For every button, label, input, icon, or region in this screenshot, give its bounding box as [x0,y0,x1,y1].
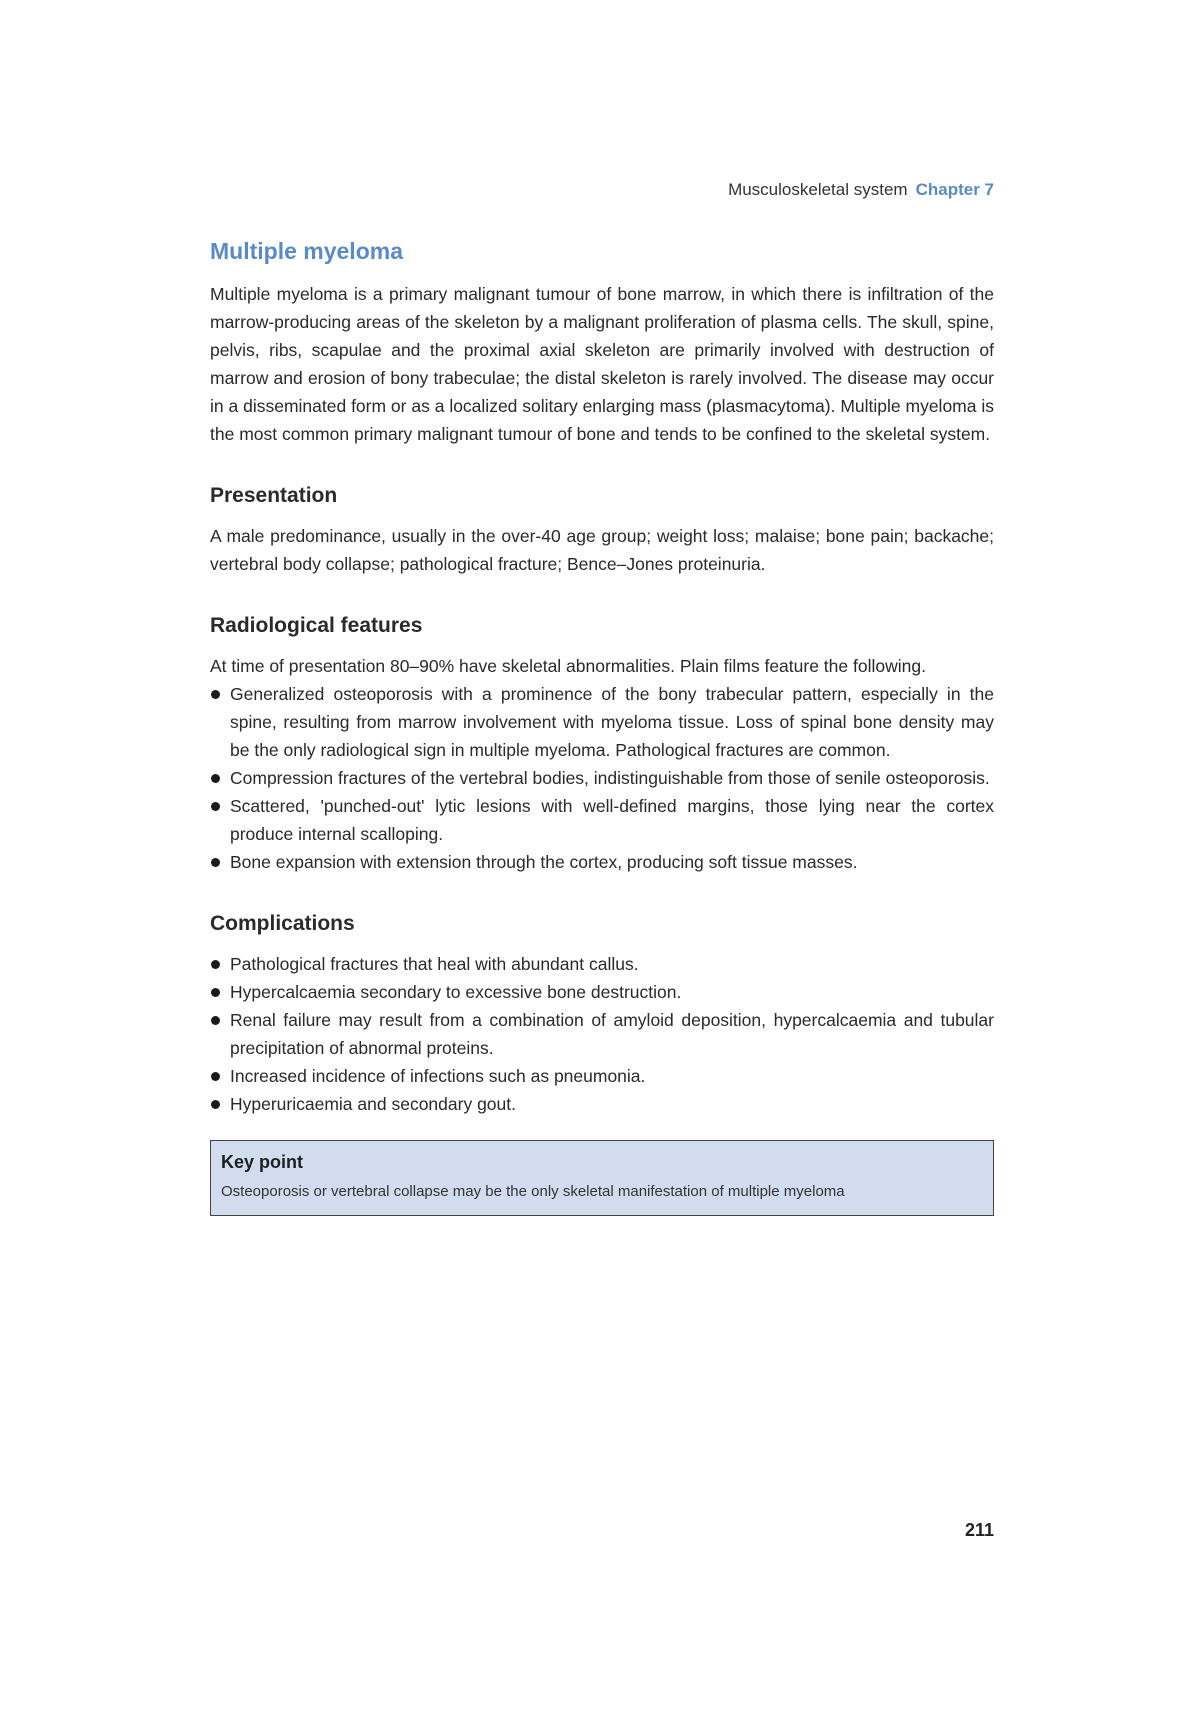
bullet-icon [211,1016,220,1025]
complications-list [210,950,994,1118]
list-item [210,978,994,1006]
running-head-section: Musculoskeletal system [728,180,908,199]
list-item [210,764,994,792]
list-item [210,848,994,876]
list-item [210,1006,994,1062]
page-content [210,236,994,1216]
running-head [728,180,994,200]
list-item [210,1062,994,1090]
bullet-icon [211,960,220,969]
bullet-icon [211,1100,220,1109]
list-item-text: Bone expansion with extension through the cortex, producing soft tissue masses. [230,852,858,872]
radiological-intro: At time of presentation 80–90% have skeletal abnormalities. Plain films feature the following. [210,656,926,676]
bullet-icon [211,858,220,867]
presentation-heading: Presentation [210,484,338,507]
list-item-text: Scattered, 'punched-out' lytic lesions with well-defined margins, those lying near the cortex produce internal scalloping. [230,796,994,844]
complications-heading: Complications [210,912,355,935]
list-item [210,680,994,764]
presentation-paragraph: A male predominance, usually in the over-40 age group; weight loss; malaise; bone pain; backache; vertebral body collapse; pathological fracture; Bence–Jones proteinuria. [210,526,994,574]
key-point-box [210,1140,994,1216]
bullet-icon [211,1072,220,1081]
list-item [210,950,994,978]
bullet-icon [211,802,220,811]
list-item-text: Pathological fractures that heal with abundant callus. [230,954,639,974]
book-page [210,0,994,1716]
key-point-title: Key point [221,1152,304,1172]
list-item-text: Renal failure may result from a combination of amyloid deposition, hypercalcaemia and tubular precipitation of abnormal proteins. [230,1010,994,1058]
running-head-chapter: Chapter 7 [915,180,994,199]
bullet-icon [211,690,220,699]
bullet-icon [211,988,220,997]
list-item [210,1090,994,1118]
intro-paragraph: Multiple myeloma is a primary malignant tumour of bone marrow, in which there is infiltration of the marrow-producing areas of the skeleton by a malignant proliferation of plasma cells. The skull, spine, pelvis, ribs, scapulae and the proximal axial skeleton are primarily involved with destruction of marrow and erosion of bony trabeculae; the distal skeleton is rarely involved. The disease may occur in a disseminated form or as a localized solitary enlarging mass (plasmacytoma). Multiple myeloma is the most common primary malignant tumour of bone and tends to be confined to the skeletal system. [210,284,994,444]
list-item-text: Hypercalcaemia secondary to excessive bone destruction. [230,982,682,1002]
list-item-text: Increased incidence of infections such as pneumonia. [230,1066,646,1086]
bullet-icon [211,774,220,783]
list-item [210,792,994,848]
list-item-text: Generalized osteoporosis with a prominence of the bony trabecular pattern, especially in the spine, resulting from marrow involvement with myeloma tissue. Loss of spinal bone density may be the only radiological sign in multiple myeloma. Pathological fractures are common. [230,684,994,760]
page-title: Multiple myeloma [210,238,403,264]
list-item-text: Hyperuricaemia and secondary gout. [230,1094,516,1114]
page-number: 211 [964,1520,994,1540]
radiological-heading: Radiological features [210,614,423,637]
list-item-text: Compression fractures of the vertebral bodies, indistinguishable from those of senile osteoporosis. [230,768,990,788]
radiological-list [210,680,994,876]
key-point-text: Osteoporosis or vertebral collapse may be the only skeletal manifestation of multiple myeloma [221,1183,845,1200]
